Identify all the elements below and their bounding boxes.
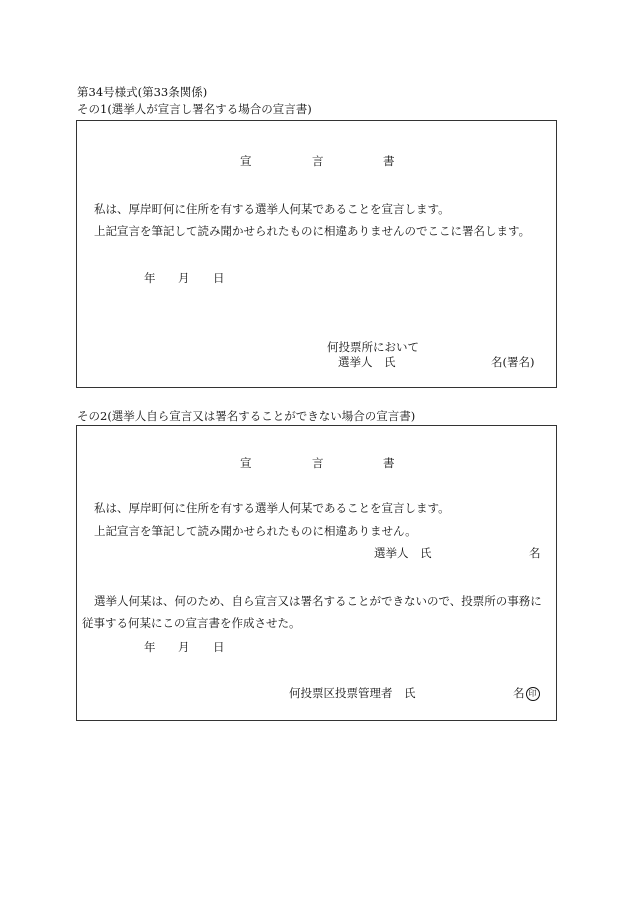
part2-paragraph-3-line-2: 従事する何某にこの宣言書を作成させた。 xyxy=(82,616,301,630)
part2-date-year: 年 xyxy=(144,640,156,654)
declaration-title-2-char-3: 書 xyxy=(383,456,395,470)
part2-paragraph-3-line-1: 選挙人何某は、何のため、自ら宣言又は署名することができないので、投票所の事務に xyxy=(94,594,542,608)
part1-date-year: 年 xyxy=(144,271,156,285)
part2-manager-name-label: 名 xyxy=(513,686,525,700)
part1-paragraph-2: 上記宣言を筆記して読み聞かせられたものに相違ありませんのでここに署名します。 xyxy=(94,224,531,238)
declaration-title-1-char-1: 宣 xyxy=(240,154,252,168)
declaration-title-2-char-1: 宣 xyxy=(240,456,252,470)
part2-paragraph-2: 上記宣言を筆記して読み聞かせられたものに相違ありません。 xyxy=(94,524,417,538)
part2-date-day: 日 xyxy=(213,640,225,654)
part1-paragraph-1: 私は、厚岸町何に住所を有する選挙人何某であることを宣言します。 xyxy=(94,202,450,216)
part1-voter-label: 選挙人 氏 xyxy=(338,355,396,369)
part1-name-signature-label: 名(署名) xyxy=(491,355,535,369)
seal-icon: 印 xyxy=(526,687,540,701)
part2-date-month: 月 xyxy=(178,640,190,654)
part1-caption: その1(選挙人が宣言し署名する場合の宣言書) xyxy=(77,102,312,116)
part2-caption: その2(選挙人自ら宣言又は署名することができない場合の宣言書) xyxy=(77,409,416,423)
declaration-title-1-char-3: 書 xyxy=(383,154,395,168)
part1-date-month: 月 xyxy=(178,271,190,285)
part1-date-day: 日 xyxy=(213,271,225,285)
declaration-title-2-char-2: 言 xyxy=(312,456,324,470)
declaration-title-1-char-2: 言 xyxy=(312,154,324,168)
form-number: 第34号様式(第33条関係) xyxy=(77,85,208,99)
part2-manager-name-field xyxy=(513,686,540,701)
part1-polling-place: 何投票所において xyxy=(327,340,419,354)
part2-manager-label: 何投票区投票管理者 氏 xyxy=(289,686,416,700)
part2-voter-label: 選挙人 氏 xyxy=(374,546,432,560)
part2-paragraph-1: 私は、厚岸町何に住所を有する選挙人何某であることを宣言します。 xyxy=(94,501,450,515)
part2-voter-name-label: 名 xyxy=(529,546,541,560)
